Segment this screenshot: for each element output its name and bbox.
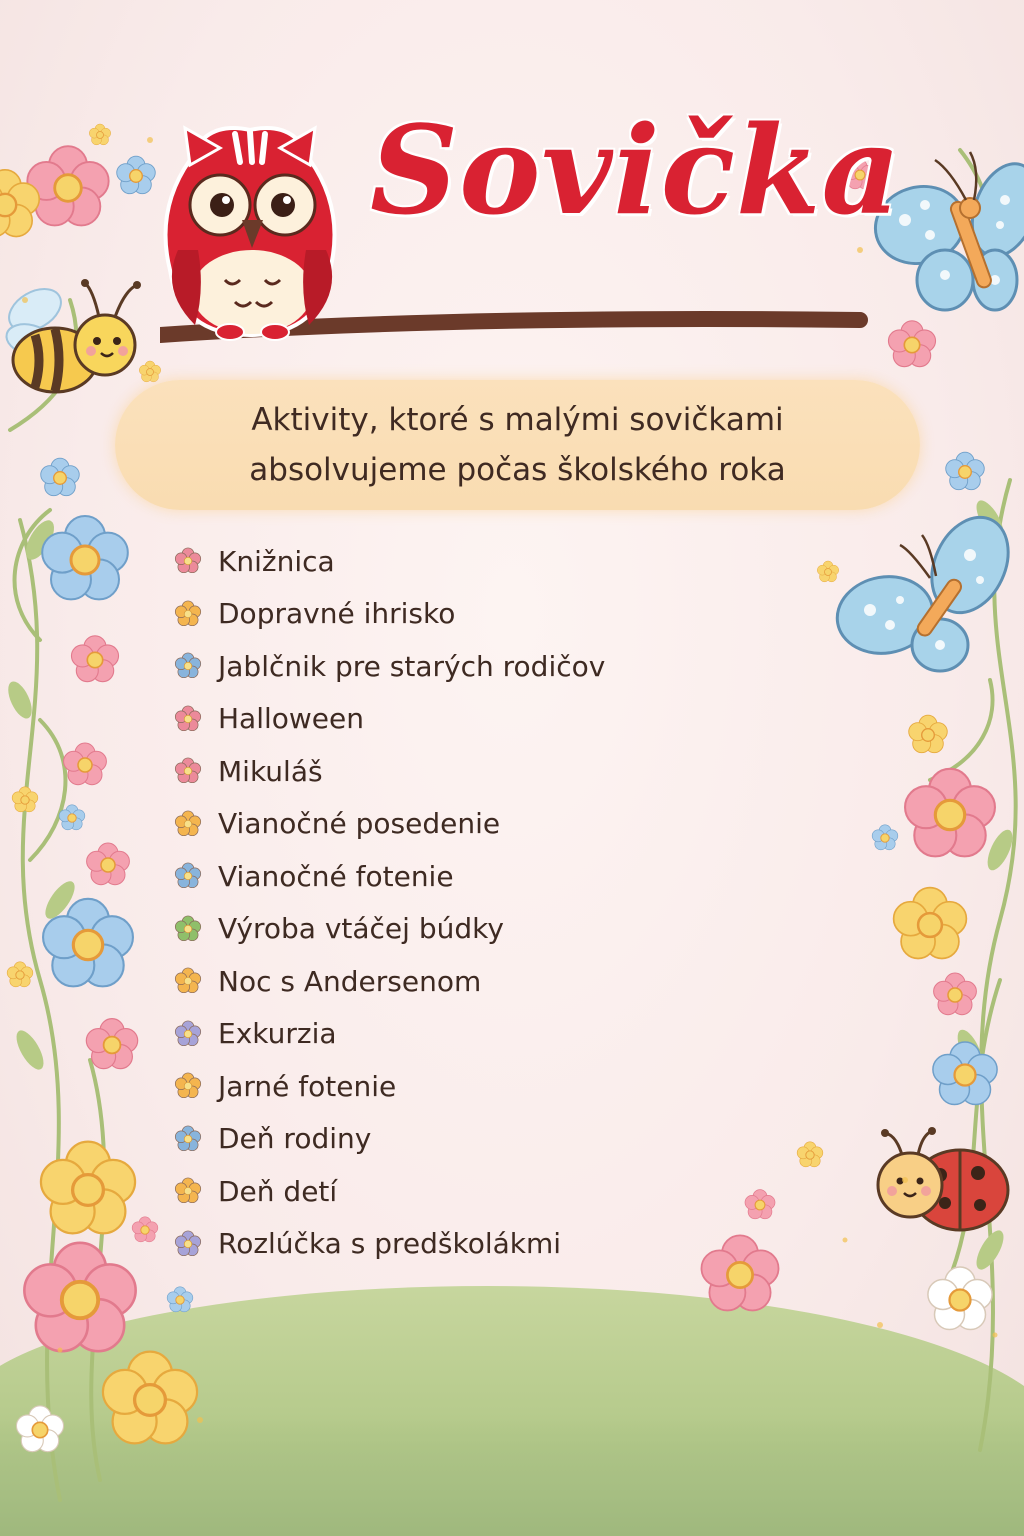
subtitle-banner <box>115 380 920 510</box>
list-item <box>170 535 605 588</box>
activity-label: Rozlúčka s predškolákmi <box>218 1227 562 1261</box>
activity-label: Deň detí <box>218 1174 338 1208</box>
flower-bullet-icon <box>170 753 206 789</box>
activity-label: Knižnica <box>218 544 335 578</box>
ladybug-icon <box>878 1127 1008 1230</box>
list-item <box>170 1113 605 1166</box>
list-item <box>170 1008 605 1061</box>
list-item <box>170 955 605 1008</box>
activity-label: Exkurzia <box>218 1017 337 1051</box>
activity-label: Mikuláš <box>218 754 323 788</box>
flower-bullet-icon <box>170 1068 206 1104</box>
flower-bullet-icon <box>170 806 206 842</box>
bee-icon <box>2 279 141 392</box>
flower-bullet-icon <box>170 1016 206 1052</box>
activity-label: Jablčnik pre starých rodičov <box>218 649 606 683</box>
activity-label: Halloween <box>218 702 365 736</box>
activity-label: Noc s Andersenom <box>218 964 482 998</box>
list-item <box>170 588 605 641</box>
list-item <box>170 693 605 746</box>
list-item <box>170 1060 605 1113</box>
flower-bullet-icon <box>170 1121 206 1157</box>
list-item <box>170 850 605 903</box>
subtitle-line-1: Aktivity, ktoré s malými sovičkami <box>251 402 784 438</box>
brand-name: Sovička <box>370 98 902 242</box>
flower-bullet-icon <box>170 963 206 999</box>
subtitle-line-2: absolvujeme počas školského roka <box>249 452 786 488</box>
activity-label: Vianočné fotenie <box>218 859 454 893</box>
activity-label: Jarné fotenie <box>218 1069 397 1103</box>
flower-bullet-icon <box>170 1173 206 1209</box>
flower-bullet-icon <box>170 596 206 632</box>
flower-bullet-icon <box>170 858 206 894</box>
flower-bullet-icon <box>170 648 206 684</box>
activity-list <box>170 535 605 1270</box>
list-item <box>170 640 605 693</box>
activity-label: Výroba vtáčej búdky <box>218 912 504 946</box>
flower-bullet-icon <box>170 701 206 737</box>
list-item <box>170 798 605 851</box>
list-item <box>170 745 605 798</box>
flower-bullet-icon <box>170 911 206 947</box>
logo <box>160 98 902 360</box>
list-item <box>170 903 605 956</box>
butterfly-icon <box>831 505 1023 671</box>
activity-label: Deň rodiny <box>218 1122 372 1156</box>
list-item <box>170 1218 605 1271</box>
list-item <box>170 1165 605 1218</box>
flower-bullet-icon <box>170 543 206 579</box>
activity-label: Dopravné ihrisko <box>218 597 456 631</box>
flower-bullet-icon <box>170 1226 206 1262</box>
activity-label: Vianočné posedenie <box>218 807 501 841</box>
